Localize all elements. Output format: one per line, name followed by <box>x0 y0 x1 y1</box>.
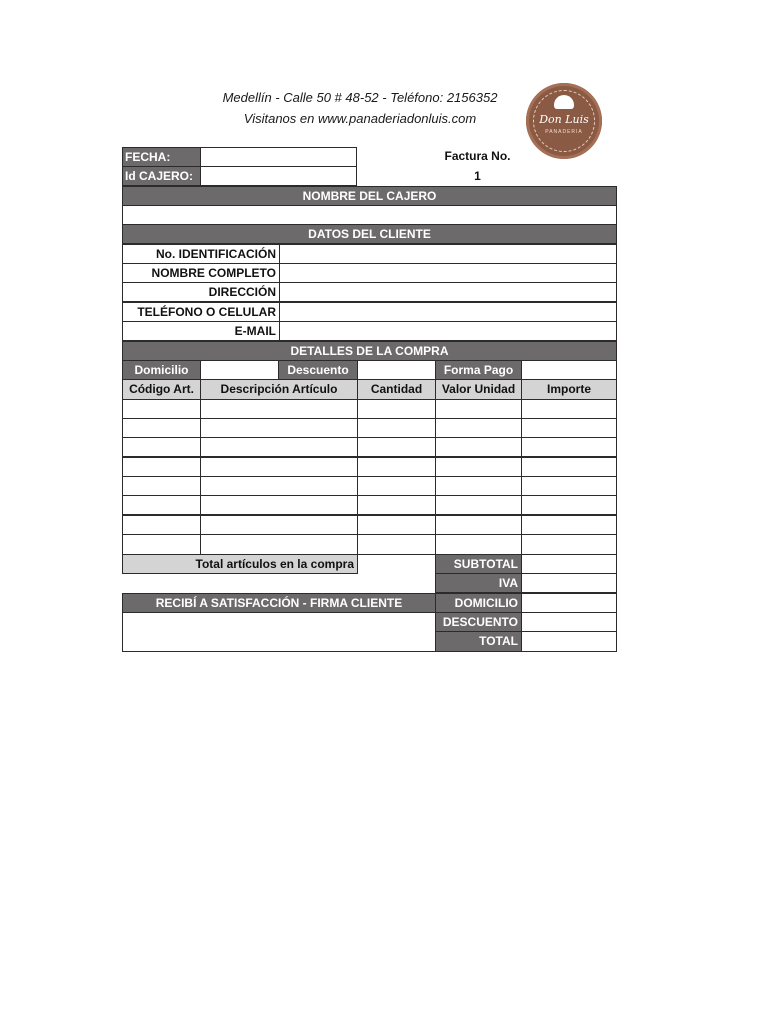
item-cell[interactable] <box>521 476 617 496</box>
client-label-identificacion: No. IDENTIFICACIÓN <box>122 244 280 264</box>
total-articulos-divider <box>357 554 358 574</box>
item-cell[interactable] <box>200 515 358 535</box>
domicilio-label: Domicilio <box>122 360 201 380</box>
logo-tagline: PANADERIA <box>545 129 583 135</box>
fecha-field[interactable] <box>200 147 357 167</box>
client-field-direccion[interactable] <box>279 282 617 302</box>
subtotal-value[interactable] <box>521 554 617 574</box>
bakery-logo <box>526 83 602 159</box>
item-cell[interactable] <box>435 399 522 419</box>
nombre-cajero-header: NOMBRE DEL CAJERO <box>122 186 617 206</box>
item-cell[interactable] <box>122 534 201 555</box>
domicilio-field[interactable] <box>200 360 279 380</box>
item-cell[interactable] <box>357 418 436 438</box>
descuento-label: Descuento <box>278 360 358 380</box>
chef-hat-icon <box>554 95 574 109</box>
item-cell[interactable] <box>122 495 201 515</box>
domicilio-total-value[interactable] <box>521 593 617 613</box>
factura-number: 1 <box>474 169 481 183</box>
col-header-descripcion: Descripción Artículo <box>200 379 358 400</box>
item-cell[interactable] <box>521 515 617 535</box>
item-cell[interactable] <box>521 418 617 438</box>
address-line: Medellín - Calle 50 # 48-52 - Teléfono: 2156352 <box>222 90 498 105</box>
client-label-direccion: DIRECCIÓN <box>122 282 280 302</box>
item-cell[interactable] <box>435 476 522 496</box>
total-label: TOTAL <box>435 631 522 652</box>
client-label-nombre: NOMBRE COMPLETO <box>122 263 280 283</box>
cajero-id-label: Id CAJERO: <box>122 166 201 186</box>
client-field-nombre[interactable] <box>279 263 617 283</box>
cajero-id-field[interactable] <box>200 166 357 186</box>
firma-header: RECIBÍ A SATISFACCIÓN - FIRMA CLIENTE <box>122 593 436 613</box>
client-label-email: E-MAIL <box>122 321 280 341</box>
item-cell[interactable] <box>435 495 522 515</box>
item-cell[interactable] <box>122 515 201 535</box>
firma-field[interactable] <box>122 612 436 652</box>
col-header-cantidad: Cantidad <box>357 379 436 400</box>
forma-pago-field[interactable] <box>521 360 617 380</box>
item-cell[interactable] <box>521 495 617 515</box>
item-cell[interactable] <box>200 418 358 438</box>
fecha-label: FECHA: <box>122 147 201 167</box>
item-cell[interactable] <box>357 495 436 515</box>
col-header-valor-unidad: Valor Unidad <box>435 379 522 400</box>
domicilio-total-label: DOMICILIO <box>435 593 522 613</box>
item-cell[interactable] <box>200 457 358 477</box>
descuento-field[interactable] <box>357 360 436 380</box>
item-cell[interactable] <box>357 515 436 535</box>
item-cell[interactable] <box>435 534 522 555</box>
item-cell[interactable] <box>122 399 201 419</box>
col-header-importe: Importe <box>521 379 617 400</box>
item-cell[interactable] <box>435 457 522 477</box>
item-cell[interactable] <box>122 457 201 477</box>
item-cell[interactable] <box>200 476 358 496</box>
forma-pago-label: Forma Pago <box>435 360 522 380</box>
item-cell[interactable] <box>122 476 201 496</box>
item-cell[interactable] <box>200 495 358 515</box>
item-cell[interactable] <box>521 457 617 477</box>
factura-label: Factura No. <box>444 149 511 163</box>
subtotal-label: SUBTOTAL <box>435 554 522 574</box>
client-field-email[interactable] <box>279 321 617 341</box>
logo-name: Don Luis <box>539 113 589 126</box>
item-cell[interactable] <box>435 515 522 535</box>
descuento-total-label: DESCUENTO <box>435 612 522 632</box>
item-cell[interactable] <box>357 476 436 496</box>
col-header-codigo: Código Art. <box>122 379 201 400</box>
item-cell[interactable] <box>122 437 201 457</box>
total-articulos-label: Total artículos en la compra <box>122 554 358 574</box>
item-cell[interactable] <box>521 534 617 555</box>
item-cell[interactable] <box>435 437 522 457</box>
item-cell[interactable] <box>435 418 522 438</box>
datos-cliente-header: DATOS DEL CLIENTE <box>122 224 617 244</box>
nombre-cajero-field[interactable] <box>122 205 617 225</box>
item-cell[interactable] <box>357 399 436 419</box>
website-line: Visitanos en www.panaderiadonluis.com <box>243 111 477 126</box>
item-cell[interactable] <box>200 534 358 555</box>
client-field-telefono[interactable] <box>279 302 617 322</box>
item-cell[interactable] <box>521 399 617 419</box>
iva-value[interactable] <box>521 573 617 593</box>
item-cell[interactable] <box>357 457 436 477</box>
client-field-identificacion[interactable] <box>279 244 617 264</box>
item-cell[interactable] <box>200 437 358 457</box>
item-cell[interactable] <box>521 437 617 457</box>
descuento-total-value[interactable] <box>521 612 617 632</box>
item-cell[interactable] <box>122 418 201 438</box>
detalles-compra-header: DETALLES DE LA COMPRA <box>122 341 617 361</box>
item-cell[interactable] <box>200 399 358 419</box>
iva-label: IVA <box>435 573 522 593</box>
item-cell[interactable] <box>357 437 436 457</box>
client-label-telefono: TELÉFONO O CELULAR <box>122 302 280 322</box>
total-value[interactable] <box>521 631 617 652</box>
item-cell[interactable] <box>357 534 436 555</box>
